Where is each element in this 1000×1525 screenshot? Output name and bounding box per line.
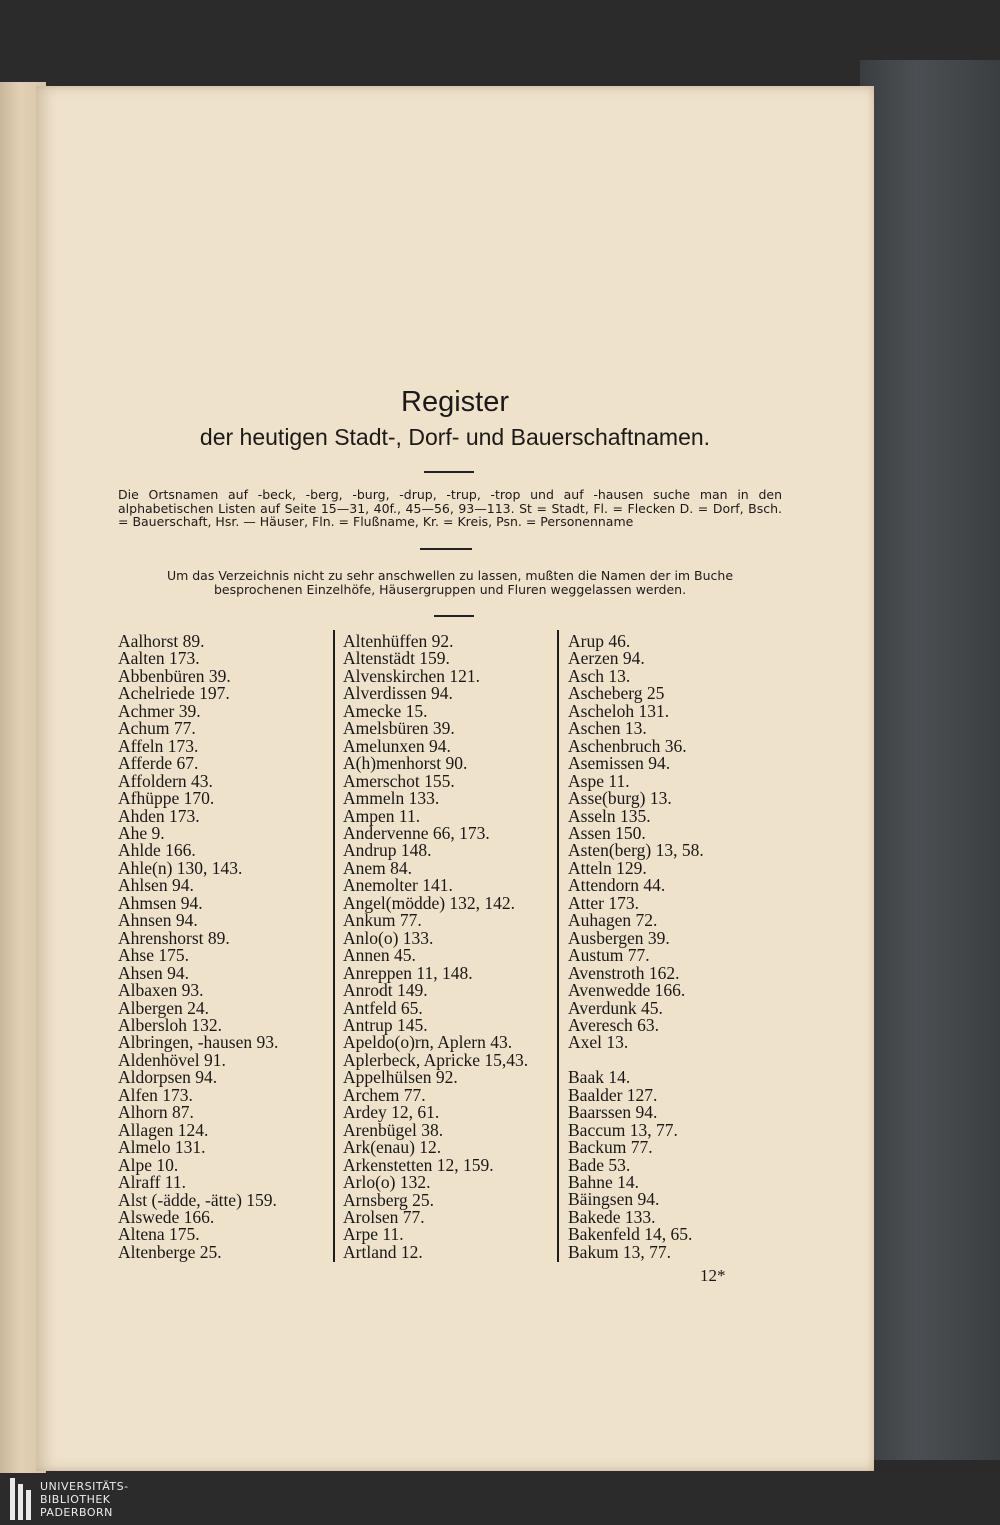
register-entry: Afhüppe 170. — [118, 788, 215, 809]
register-entry: Bakenfeld 14, 65. — [568, 1224, 693, 1245]
register-entry: Baccum 13, 77. — [568, 1119, 678, 1140]
register-entry: Ahe 9. — [118, 822, 165, 843]
page-number: 12* — [700, 1266, 726, 1285]
logo-line-3: PADERBORN — [40, 1505, 113, 1519]
book-cover-edge — [860, 60, 1000, 1460]
register-entry: Averdunk 45. — [568, 997, 663, 1018]
register-entry: Arkenstetten 12, 159. — [343, 1154, 494, 1175]
logo-line-2: BIBLIOTHEK — [40, 1492, 111, 1506]
register-entry: Averesch 63. — [568, 1014, 660, 1035]
register-entry: Attendorn 44. — [568, 875, 666, 896]
register-entry: Ardey 12, 61. — [343, 1102, 440, 1123]
register-entry: Ascheberg 25 — [568, 683, 665, 704]
register-entry: Ahmsen 94. — [118, 892, 203, 913]
register-column-1 — [118, 633, 278, 1261]
register-entry: Austum 77. — [568, 945, 650, 966]
register-entry: Auhagen 72. — [568, 910, 658, 931]
register-entry: Albergen 24. — [118, 997, 210, 1018]
register-entry: Arlo(o) 132. — [343, 1172, 431, 1193]
register-entry: Appelhülsen 92. — [343, 1067, 458, 1088]
register-entry: Almelo 131. — [118, 1137, 206, 1158]
register-entry: Atter 173. — [568, 892, 639, 913]
register-entry: Allagen 124. — [118, 1119, 209, 1140]
register-entry: Alhorn 87. — [118, 1102, 194, 1123]
register-entry: Aschen 13. — [568, 718, 647, 739]
register-entry: Altena 175. — [118, 1224, 200, 1245]
divider-rule-3 — [434, 615, 474, 617]
register-entry: Aschenbruch 36. — [568, 735, 687, 756]
register-entry: Altenstädt 159. — [343, 648, 450, 669]
register-entry: Arnsberg 25. — [343, 1189, 435, 1210]
register-entry: Baalder 127. — [568, 1084, 658, 1105]
register-entry: Aalten 173. — [118, 648, 200, 669]
register-entry: Ark(enau) 12. — [343, 1137, 442, 1158]
register-entry: Aplerbeck, Apricke 15,43. — [343, 1049, 529, 1070]
register-entry: Amecke 15. — [343, 700, 428, 721]
register-entry: Antfeld 65. — [343, 997, 423, 1018]
library-logo — [10, 1478, 129, 1520]
register-entry: Apeldo(o)rn, Aplern 43. — [343, 1032, 513, 1053]
register-entry: Ahle(n) 130, 143. — [118, 857, 243, 878]
intro-note: Die Ortsnamen auf -beck, -berg, -burg, -drup, -trup, -trop und auf -hausen suche man in den alphabetischen Listen auf Seite 15—31, 40f., 45—56, 93—113. St = Stadt, Fl. = Flecken D. = Dorf, Bsch. = Bauerschaft, Hsr. — Häuser, Fln. = Flußname, Kr. = Kreis, Psn. = Personenname — [118, 487, 782, 529]
register-entry: Altenhüffen 92. — [343, 631, 454, 651]
register-entry: Asse(burg) 13. — [568, 788, 672, 809]
register-entry: Bahne 14. — [568, 1172, 639, 1193]
register-entry: Albaxen 93. — [118, 980, 204, 1001]
logo-line-1: UNIVERSITÄTS- — [40, 1479, 129, 1493]
register-entry: Andervenne 66, 173. — [343, 822, 490, 843]
omission-note: Um das Verzeichnis nicht zu sehr anschwellen zu lassen, mußten die Namen der im Buche besprochenen Einzelhöfe, Häusergruppen und Fluren weggelassen werden. — [166, 568, 734, 597]
register-entry: Amerschot 155. — [343, 770, 455, 791]
register-entry: Aalhorst 89. — [118, 631, 205, 651]
register-group-b — [568, 1069, 704, 1261]
register-entry: Ankum 77. — [343, 910, 422, 931]
register-entry: Axel 13. — [568, 1032, 629, 1053]
register-entry: Bade 53. — [568, 1154, 631, 1175]
page-title: Register — [401, 386, 509, 418]
register-entry: Ahnsen 94. — [118, 910, 198, 931]
register-entry: Atteln 129. — [568, 857, 647, 878]
register-entry: Alst (-ädde, -ätte) 159. — [118, 1189, 277, 1210]
register-entry: Aerzen 94. — [568, 648, 645, 669]
register-entry: Angel(mödde) 132, 142. — [343, 892, 516, 913]
register-entry: Anreppen 11, 148. — [343, 962, 473, 983]
register-entry: Ahse 175. — [118, 945, 189, 966]
register-entry: Anlo(o) 133. — [343, 927, 434, 948]
register-entry: Ammeln 133. — [343, 788, 440, 809]
register-entry: Baarssen 94. — [568, 1102, 658, 1123]
register-group-a — [568, 633, 704, 1052]
register-entry: Arenbügel 38. — [343, 1119, 444, 1140]
register-entry: A(h)menhorst 90. — [343, 753, 468, 774]
register-entry: Bakede 133. — [568, 1206, 656, 1227]
register-entry: Achum 77. — [118, 718, 196, 739]
register-entry: Ahlde 166. — [118, 840, 196, 861]
register-entry: Assen 150. — [568, 822, 646, 843]
register-entry: Asch 13. — [568, 665, 631, 686]
column-divider-1 — [333, 630, 335, 1262]
logo-bars-icon — [10, 1478, 31, 1520]
register-entry: Backum 77. — [568, 1137, 653, 1158]
register-entry: Albringen, -hausen 93. — [118, 1032, 279, 1053]
register-entry: Anemolter 141. — [343, 875, 453, 896]
register-entry: Alswede 166. — [118, 1206, 215, 1227]
register-entry: Aspe 11. — [568, 770, 630, 791]
register-entry: Achmer 39. — [118, 700, 201, 721]
divider-rule-1 — [424, 471, 474, 473]
register-entry: Arpe 11. — [343, 1224, 404, 1245]
page-subtitle: der heutigen Stadt-, Dorf- und Bauerschaftnamen. — [199, 424, 711, 450]
register-entry: Alpe 10. — [118, 1154, 179, 1175]
register-entry: Ahsen 94. — [118, 962, 189, 983]
register-entry: Asten(berg) 13, 58. — [568, 840, 704, 861]
register-entry: Albersloh 132. — [118, 1014, 223, 1035]
register-entry: Ahlsen 94. — [118, 875, 194, 896]
logo-text — [40, 1480, 129, 1519]
register-entry: Ascheloh 131. — [568, 700, 670, 721]
register-entry: Artland 12. — [343, 1241, 423, 1262]
register-entry: Ahrenshorst 89. — [118, 927, 230, 948]
register-entry: Asseln 135. — [568, 805, 651, 826]
register-entry: Alfen 173. — [118, 1084, 193, 1105]
register-entry: Bakum 13, 77. — [568, 1241, 672, 1262]
register-entry: Afferde 67. — [118, 753, 199, 774]
register-entry: Achelriede 197. — [118, 683, 230, 704]
register-entry: Affeln 173. — [118, 735, 199, 756]
column-divider-2 — [557, 630, 559, 1262]
register-entry: Antrup 145. — [343, 1014, 428, 1035]
register-entry: Alverdissen 94. — [343, 683, 453, 704]
register-entry: Aldenhövel 91. — [118, 1049, 226, 1070]
register-entry: Avenwedde 166. — [568, 980, 686, 1001]
register-column-2 — [343, 633, 528, 1261]
divider-rule-2 — [420, 548, 472, 550]
scan-background-top — [0, 0, 1000, 88]
register-entry: Affoldern 43. — [118, 770, 213, 791]
register-entry: Avenstroth 162. — [568, 962, 680, 983]
register-entry: Arolsen 77. — [343, 1206, 425, 1227]
register-entry: Annen 45. — [343, 945, 416, 966]
register-entry: Amelunxen 94. — [343, 735, 451, 756]
register-entry: Abbenbüren 39. — [118, 665, 231, 686]
register-entry: Altenberge 25. — [118, 1241, 222, 1262]
register-entry: Andrup 148. — [343, 840, 432, 861]
register-entry: Alvenskirchen 121. — [343, 665, 481, 686]
register-entry: Alraff 11. — [118, 1172, 187, 1193]
register-entry: Ahden 173. — [118, 805, 200, 826]
register-entry: Ausbergen 39. — [568, 927, 670, 948]
register-column-3 — [568, 633, 704, 1261]
register-entry: Arup 46. — [568, 631, 631, 651]
register-entry: Amelsbüren 39. — [343, 718, 455, 739]
register-entry: Aldorpsen 94. — [118, 1067, 218, 1088]
register-entry: Ampen 11. — [343, 805, 421, 826]
register-entry: Asemissen 94. — [568, 753, 671, 774]
footer-bar — [0, 1473, 1000, 1525]
register-entry: Bäingsen 94. — [568, 1189, 660, 1210]
register-entry: Anem 84. — [343, 857, 413, 878]
register-entry: Archem 77. — [343, 1084, 426, 1105]
register-entry: Baak 14. — [568, 1067, 631, 1088]
register-entry: Anrodt 149. — [343, 980, 428, 1001]
